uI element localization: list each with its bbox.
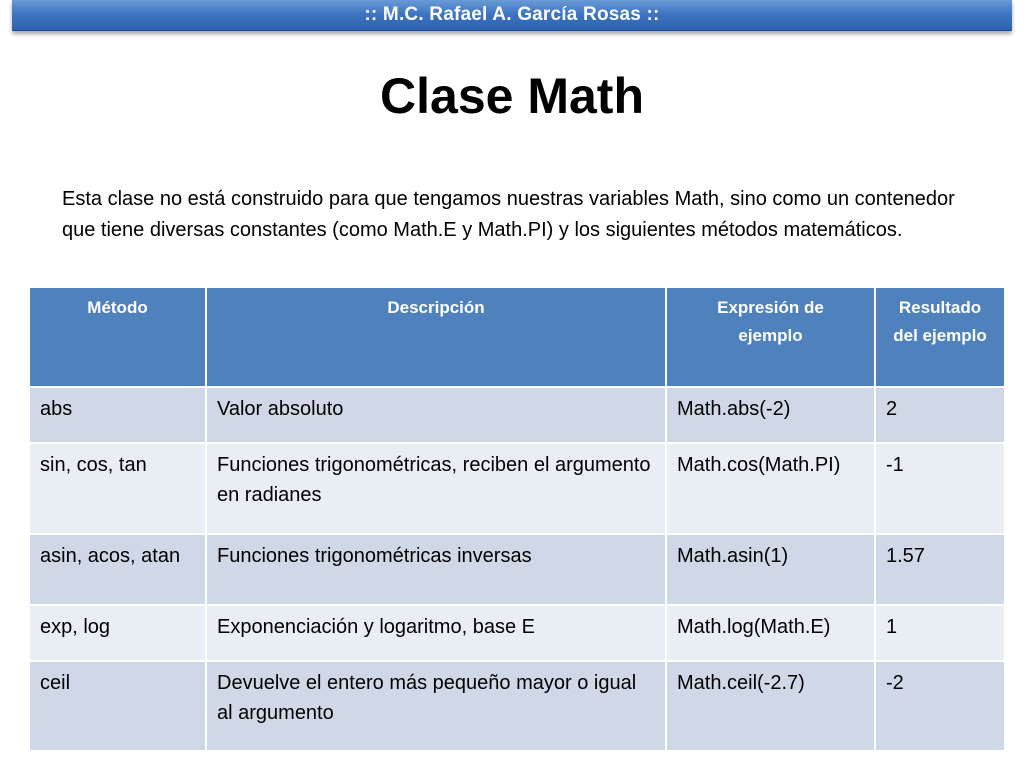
cell-expression: Math.abs(-2) xyxy=(666,387,875,443)
table-row xyxy=(29,661,1005,751)
table-row xyxy=(29,443,1005,534)
cell-expression: Math.log(Math.E) xyxy=(666,605,875,661)
cell-description: Funciones trigonométricas, reciben el argumento en radianes xyxy=(206,443,666,534)
column-header-description xyxy=(206,287,666,387)
intro-paragraph: Esta clase no está construido para que tengamos nuestras variables Math, sino como un contenedor que tiene diversas constantes (como Math.E y Math.PI) y los siguientes métodos matemáticos. xyxy=(62,188,955,241)
cell-expression: Math.ceil(-2.7) xyxy=(666,661,875,751)
column-header-method xyxy=(29,287,206,387)
cell-expression: Math.cos(Math.PI) xyxy=(666,443,875,534)
cell-method: sin, cos, tan xyxy=(29,443,206,534)
cell-result: 2 xyxy=(875,387,1005,443)
table-header-row xyxy=(29,287,1005,387)
cell-method: ceil xyxy=(29,661,206,751)
cell-description: Exponenciación y logaritmo, base E xyxy=(206,605,666,661)
author-banner: :: M.C. Rafael A. García Rosas :: xyxy=(12,0,1012,31)
cell-method: asin, acos, atan xyxy=(29,534,206,605)
table-row xyxy=(29,605,1005,661)
math-methods-table xyxy=(28,286,1006,752)
column-header-label: Método xyxy=(87,298,148,317)
cell-method: abs xyxy=(29,387,206,443)
cell-description: Funciones trigonométricas inversas xyxy=(206,534,666,605)
cell-result: -2 xyxy=(875,661,1005,751)
cell-expression: Math.asin(1) xyxy=(666,534,875,605)
column-header-expression xyxy=(666,287,875,387)
cell-description: Valor absoluto xyxy=(206,387,666,443)
cell-result: -1 xyxy=(875,443,1005,534)
column-header-label: Resultado del ejemplo xyxy=(893,298,987,345)
table-row xyxy=(29,534,1005,605)
column-header-result xyxy=(875,287,1005,387)
column-header-label: Descripción xyxy=(387,298,485,317)
cell-result: 1 xyxy=(875,605,1005,661)
slide-title: Clase Math xyxy=(380,68,644,124)
table-row xyxy=(29,387,1005,443)
column-header-label: Expresión de ejemplo xyxy=(717,298,824,345)
cell-result: 1.57 xyxy=(875,534,1005,605)
cell-method: exp, log xyxy=(29,605,206,661)
cell-description: Devuelve el entero más pequeño mayor o igual al argumento xyxy=(206,661,666,751)
